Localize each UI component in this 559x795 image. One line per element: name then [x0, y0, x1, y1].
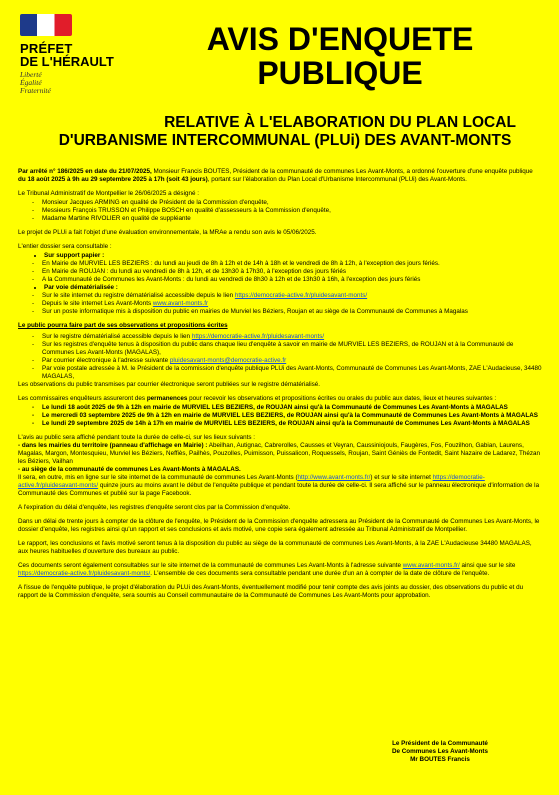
avant-monts-link[interactable]: www.avant-monts.fr — [152, 300, 209, 307]
obs-item — [42, 333, 542, 341]
digital-label: • Par voie dématérialisée : — [44, 284, 542, 292]
digital-item — [42, 300, 542, 308]
affichage-mairies — [18, 442, 542, 466]
permanences-list — [18, 404, 542, 428]
subtitle-line2: D'URBANISME INTERCOMMUNAL (PLUi) DES AVANT-MONTS — [58, 132, 512, 149]
permanence-item: - Le mercredi 03 septembre 2025 de 9h à 12h en mairie de MURVIEL LES BEZIERS, de ROUJAN ainsi qu'à la Communauté de Communes Les Avant-Monts à MAGALAS — [42, 412, 542, 420]
trente-jours-paragraph: Dans un délai de trente jours à compter de la clôture de l'enquête, le Président de la Commission d'enquête adressera au Président de la Communauté de Communes Les Avant-Monts, le dossier d'enquête, les registres ainsi qu'un rapport et ses conclusions et avis motivé, une copie sera également adressée au Tribunal Administratif de Montpellier. — [18, 518, 540, 533]
docs-text: Ces documents seront également consultables sur le site internet de la communauté de communes Les Avant-Monts à l'adresse suivante — [18, 562, 403, 569]
obs-item — [42, 341, 542, 357]
permanences-intro — [18, 395, 542, 403]
internet-text2: ) et sur le site internet — [370, 474, 433, 481]
rapport-paragraph: Le rapport, les conclusions et l'avis motivé seront tenus à la disposition du public au siège de la communauté de communes Les Avant-Monts, à la ZAE L'Audacieuse 34480 MAGALAS, aux heures habituelles d'ouverture des bureaux au public. — [18, 540, 532, 555]
mairies-list: Abeilhan, Autignac, Cabrerolles, Causses et Veyran, Caussiniojouls, Faugères, Fos, Fouzilhon, Gabian, Laurens, Magalas, Margon, Montesquieu, Murviel les Béziers, Neffiès, Pailhès, Pouzolles, Puimisson, Puissalicon, Roquessels, Roujan, Saint Géniès de Fontedit, Saint Nazaire de Ladarez, Thézan les Béziers, Vailhan — [18, 442, 540, 465]
mairies-label: - dans les mairies du territoire (panneau d'affichage en Mairie) : — [18, 442, 208, 449]
signature-name: Mr BOUTES Francis — [410, 756, 470, 763]
title-line1: AVIS D'ENQUETE — [206, 21, 474, 57]
motto-liberte: Liberté — [20, 70, 42, 79]
logo-motto — [20, 71, 130, 95]
affichage-intro: L'avis au public sera affiché pendant toute la durée de celle-ci, sur les lieux suivants : — [18, 434, 256, 441]
motto-egalite: Égalité — [20, 78, 42, 87]
observations-list — [18, 333, 542, 381]
commission-item: - Monsieur Jacques ARMING en qualité de Président de la Commission d'enquête, — [42, 199, 542, 207]
paper-list — [18, 260, 542, 284]
perm-text: Les commissaires enquêteurs assureront des — [18, 395, 147, 402]
obs-item — [42, 357, 542, 365]
title-line2: PUBLIQUE — [257, 55, 423, 91]
docs-text3: . L'ensemble de ces documents sera consultable pendant une durée d'un an à compter de la date de clôture de l'enquête. — [150, 570, 490, 577]
tribunal-paragraph: Le Tribunal Administratif de Montpellier le 26/06/2025 a désigné : — [18, 190, 199, 197]
logo-line2: DE L'HÉRAULT — [20, 54, 114, 69]
dossier-intro: L'entier dossier sera consultable : — [18, 243, 112, 250]
internet-text: Il sera, en outre, mis en ligne sur le site internet de la communauté de communes Les Avant-Monts ( — [18, 474, 298, 481]
signature-line: De Communes Les Avant-Monts — [391, 748, 489, 755]
affichage-siege: - au siège de la communauté de communes Les Avant-Monts à MAGALAS. — [18, 466, 241, 473]
arrete-paragraph — [18, 168, 542, 184]
docs-text2: ainsi que sur le site — [459, 562, 516, 569]
signature-block — [340, 740, 540, 764]
expiration-paragraph: A l'expiration du délai d'enquête, les registres d'enquête seront clos par la Commission d'enquête. — [18, 504, 291, 511]
digital-heading-list — [18, 284, 542, 292]
documents-paragraph — [18, 562, 542, 578]
permanence-item: - Le lundi 18 août 2025 de 9h à 12h en mairie de MURVIEL LES BEZIERS, de ROUJAN ainsi qu'à la Communauté de Communes Les Avant-Monts à MAGALAS — [42, 404, 542, 412]
motto-fraternite: Fraternité — [20, 86, 51, 95]
obs-text: Sur le registre dématérialisé accessible depuis le lien — [42, 333, 192, 340]
obs-text: Par voie postale adressée à M. le Président de la commission d'enquête publique PLUi des Avant-Monts, Communauté de Communes Les Avant-Monts, ZAE L'Audacieuse, 34480 MAGALAS, — [42, 365, 542, 380]
signature-line: Le Président de la Communauté — [392, 740, 488, 747]
prefecture-logo — [20, 14, 130, 95]
paper-item: - En Mairie de MURVIEL LES BEZIERS : du lundi au jeudi de 8h à 12h et de 14h à 18h et le vendredi de 8h à 12h, à l'exception des jours fériés. — [42, 260, 542, 268]
mrae-paragraph: Le projet de PLUi a fait l'objet d'une évaluation environnementale, la MRAe a rendu son avis le 05/06/2025. — [18, 229, 317, 236]
obs-item — [42, 365, 542, 381]
digital-text: Sur le site internet du registre dématérialisé accessible depuis le lien — [42, 292, 235, 299]
digital-list — [18, 292, 542, 316]
paper-item: - A la Communauté de Communes les Avant-Monts : du lundi au vendredi de 8h30 à 12h et de 13h30 à 16h, à l'exception des jours fériés — [42, 276, 542, 284]
commission-list — [18, 199, 542, 223]
perm-text2: pour recevoir les observations et propositions écrites ou orales du public aux dates, lieux et heures suivantes : — [187, 395, 497, 402]
internet-paragraph — [18, 474, 542, 498]
obs-text: Sur les registres d'enquête tenus à disposition du public dans chaque lieu d'enquête à savoir en mairie de MURVIEL LES BEZIERS, de ROUJAN et à la Communauté de Communes Les Avant-Monts (MAGALAS), — [42, 341, 514, 356]
logo-line1: PRÉFET — [20, 41, 73, 56]
registre-link[interactable]: https://democratie-active.fr/pluidesavant-monts/ — [18, 474, 485, 489]
digital-item — [42, 292, 542, 300]
notice-body — [18, 168, 542, 606]
registre-link[interactable]: https://democratie-active.fr/pluidesavant-monts/ — [191, 333, 325, 340]
obs-text: Par courrier électronique à l'adresse suivante — [42, 357, 170, 364]
paper-item: - En Mairie de ROUJAN : du lundi au vendredi de 8h à 12h, et de 13h30 à 17h30, à l'exception des jours fériés — [42, 268, 542, 276]
page-title — [140, 22, 540, 90]
avant-monts-link[interactable]: www.avant-monts.fr/ — [402, 562, 460, 569]
avant-monts-link[interactable]: http://www.avant-monts.fr/ — [297, 474, 371, 481]
enquete-dates: du 18 août 2025 à 9h au 29 septembre 2025 à 17h (soit 43 jours) — [18, 176, 208, 183]
digital-text: Sur un poste informatique mis à disposition du public en mairies de Murviel les Béziers, Roujan et au siège de la Communauté de Communes à Magalas — [42, 308, 468, 315]
digital-item — [42, 308, 542, 316]
registre-link[interactable]: https://democratie-active.fr/pluidesavant-monts/ — [234, 292, 368, 299]
digital-text: Depuis le site internet Les Avant-Monts — [42, 300, 153, 307]
permanence-item: - Le lundi 29 septembre 2025 de 14h à 17h en mairie de MURVIEL LES BEZIERS, de ROUJAN ainsi qu'à la Communauté de Communes Les Avant-Monts à MAGALAS — [42, 420, 542, 428]
commission-item: - Madame Martine RIVOLIER en qualité de suppléante — [42, 215, 542, 223]
arrete-ref: Par arrêté n° 186/2025 en date du 21/07/2025, — [18, 168, 152, 175]
paper-heading-list — [18, 252, 542, 260]
marianne-flag-icon — [20, 14, 72, 36]
perm-bold: permanences — [146, 395, 188, 402]
internet-text3: quinze jours au moins avant le début de l'enquête publique et pendant toute la durée de celle-ci. Il sera affiché sur le panneau électronique d'information de la Communauté des Communes et publié sur la page Facebook. — [18, 482, 540, 497]
registre-link[interactable]: https://democratie-active.fr/pluidesavant-monts/ — [18, 570, 151, 577]
issue-paragraph: A l'issue de l'enquête publique, le projet d'élaboration du PLUi des Avant-Monts, éventuellement modifié pour tenir compte des avis joints au dossier, des observations du public et du rapport de la Commission d'enquête, sera soumis au Conseil communautaire de la Communauté de Communes Les Avant-Monts pour approbation. — [18, 584, 524, 599]
commission-item: - Messieurs François TRUSSON et Philippe BOSCH en qualité d'assesseurs à la Commission d'enquête, — [42, 207, 542, 215]
paper-label: • Sur support papier : — [44, 252, 542, 260]
arrete-text: Monsieur Francis BOUTES, Président de la communauté de communes Les Avant-Monts, a ordonné l'ouverture d'une enquête publique — [151, 168, 533, 175]
observations-note: Les observations du public transmises par courrier électronique seront publiées sur le registre dématérialisé. — [18, 381, 321, 388]
arrete-text2: , portant sur l'élaboration du Plan Local d'Urbanisme Intercommunal (PLUi) des Avant-Monts. — [207, 176, 467, 183]
subtitle-line1: RELATIVE À L'ELABORATION DU PLAN LOCAL — [164, 114, 516, 131]
observations-heading: Le public pourra faire part de ses observations et propositions écrites — [18, 322, 228, 329]
email-link[interactable]: pluidesavant-monts@democratie-active.fr — [169, 357, 287, 364]
